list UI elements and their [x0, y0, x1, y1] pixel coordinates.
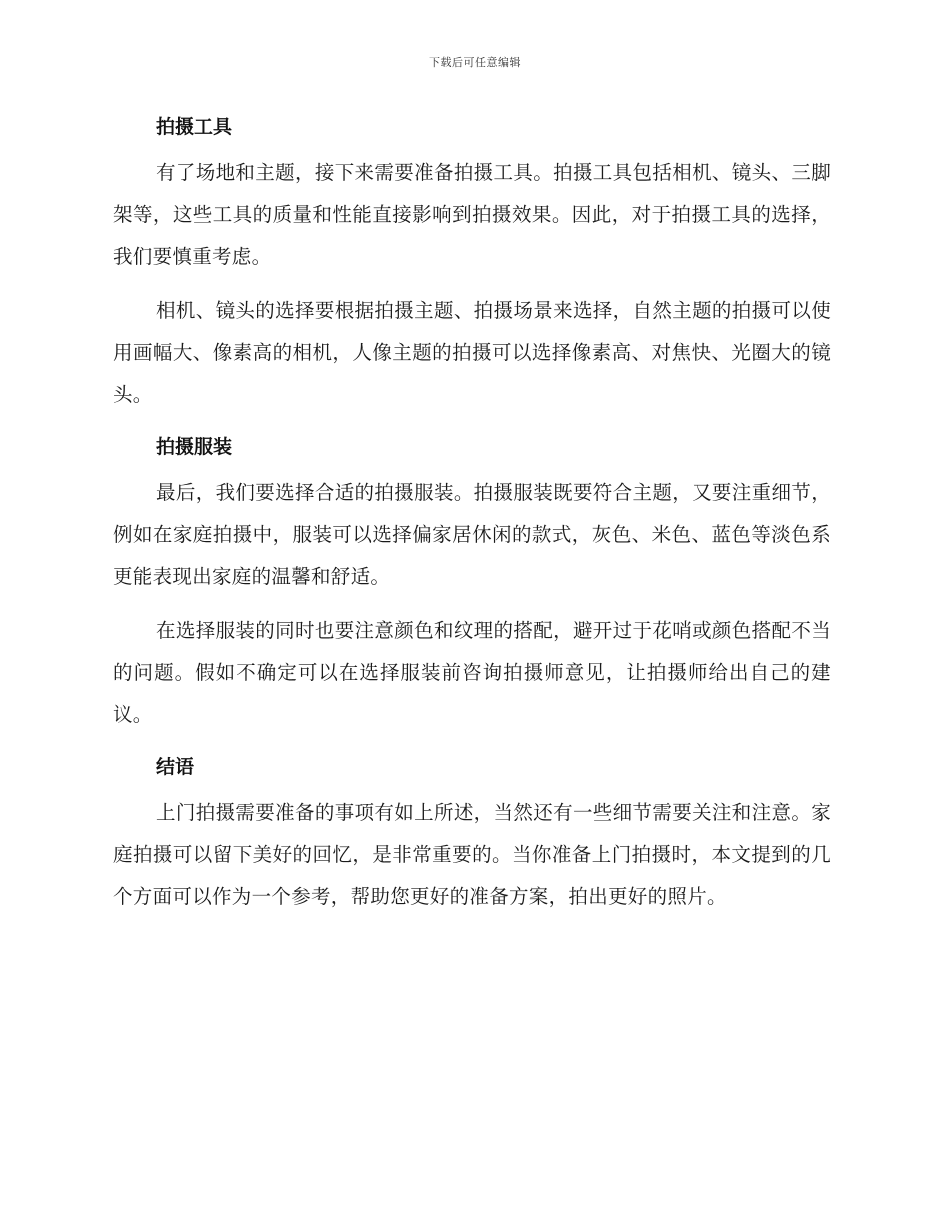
section-heading: 结语 [156, 756, 195, 778]
paragraph: 有了场地和主题，接下来需要准备拍摄工具。拍摄工具包括相机、镜头、三脚架等，这些工具的质量和性能直接影响到拍摄效果。因此，对于拍摄工具的选择，我们要慎重考虑。 [113, 161, 831, 268]
paragraph: 相机、镜头的选择要根据拍摄主题、拍摄场景来选择，自然主题的拍摄可以使用画幅大、像素高的相机，人像主题的拍摄可以选择像素高、对焦快、光圈大的镜头。 [113, 299, 831, 406]
section-heading: 拍摄服装 [156, 436, 233, 458]
section-tools [113, 108, 831, 416]
paragraph: 上门拍摄需要准备的事项有如上所述，当然还有一些细节需要关注和注意。家庭拍摄可以留下美好的回忆，是非常重要的。当你准备上门拍摄时，本文提到的几个方面可以作为一个参考，帮助您更好的准备方案，拍出更好的照片。 [113, 801, 831, 908]
section-heading: 拍摄工具 [156, 116, 233, 138]
section-conclusion [113, 748, 831, 918]
paragraph: 在选择服装的同时也要注意颜色和纹理的搭配，避开过于花哨或颜色搭配不当的问题。假如不确定可以在选择服装前咨询拍摄师意见，让拍摄师给出自己的建议。 [113, 619, 831, 726]
document-body [113, 108, 831, 930]
paragraph: 最后，我们要选择合适的拍摄服装。拍摄服装既要符合主题，又要注重细节，例如在家庭拍摄中，服装可以选择偏家居休闲的款式，灰色、米色、蓝色等淡色系更能表现出家庭的温馨和舒适。 [113, 481, 831, 588]
section-clothing [113, 428, 831, 736]
page-header: 下载后可任意编辑 [429, 56, 521, 69]
